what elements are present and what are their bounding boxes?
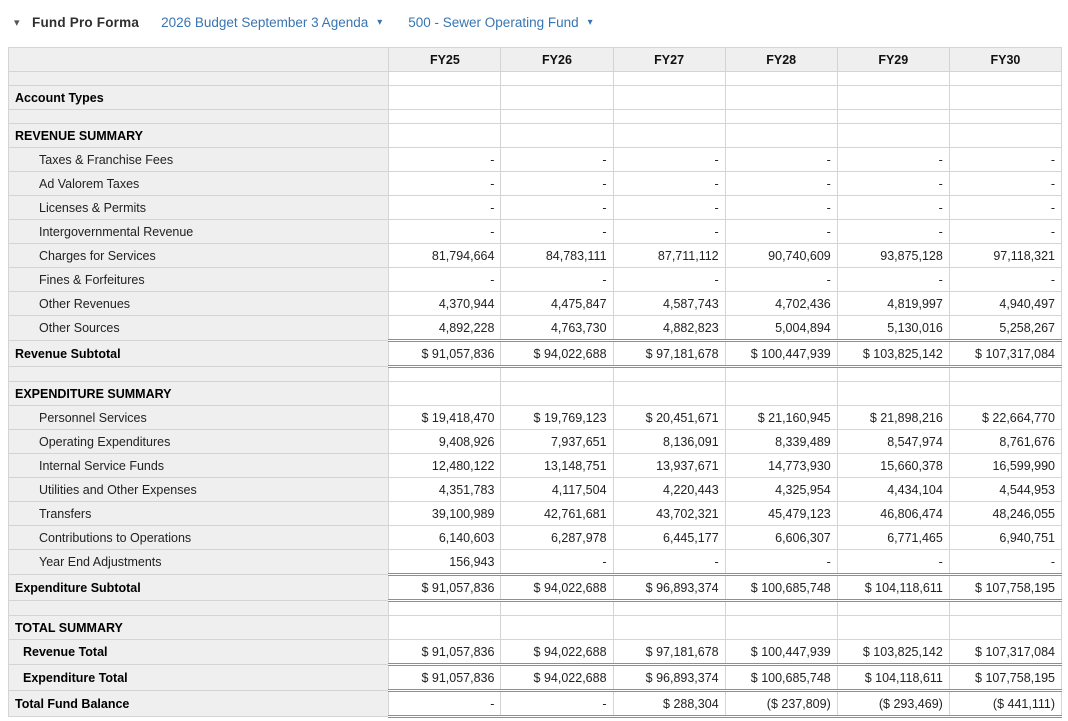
value-cell: 6,771,465 — [837, 526, 949, 550]
chevron-down-icon: ▾ — [377, 16, 383, 28]
value-cell: - — [389, 691, 501, 717]
value-cell — [613, 601, 725, 616]
row-label-cell: Account Types — [9, 86, 389, 110]
value-cell — [949, 616, 1061, 640]
row-label-cell: Total Fund Balance — [9, 691, 389, 717]
value-cell: $ 94,022,688 — [501, 640, 613, 665]
value-cell — [501, 382, 613, 406]
row-label-cell — [9, 601, 389, 616]
value-cell — [949, 72, 1061, 86]
column-header-fy28: FY28 — [725, 48, 837, 72]
value-cell — [501, 616, 613, 640]
value-cell: 4,434,104 — [837, 478, 949, 502]
row-label-cell: Fines & Forfeitures — [9, 268, 389, 292]
value-cell: - — [837, 268, 949, 292]
value-cell: $ 91,057,836 — [389, 341, 501, 367]
value-cell — [389, 72, 501, 86]
row-label-cell: EXPENDITURE SUMMARY — [9, 382, 389, 406]
value-cell: - — [501, 550, 613, 575]
value-cell: - — [501, 268, 613, 292]
value-cell: 4,544,953 — [949, 478, 1061, 502]
table-row — [9, 406, 1062, 430]
corner-header-cell — [9, 48, 389, 72]
table-row — [9, 196, 1062, 220]
value-cell: - — [501, 148, 613, 172]
value-cell: 81,794,664 — [389, 244, 501, 268]
table-row — [9, 172, 1062, 196]
table-row — [9, 640, 1062, 665]
value-cell — [837, 72, 949, 86]
row-label-cell: Personnel Services — [9, 406, 389, 430]
value-cell: - — [613, 220, 725, 244]
row-label-cell: Year End Adjustments — [9, 550, 389, 575]
value-cell — [725, 72, 837, 86]
value-cell — [501, 110, 613, 124]
row-label-cell: Other Revenues — [9, 292, 389, 316]
column-header-fy27: FY27 — [613, 48, 725, 72]
value-cell — [725, 616, 837, 640]
fund-dropdown[interactable] — [408, 15, 592, 30]
value-cell: 4,702,436 — [725, 292, 837, 316]
row-label-cell: Utilities and Other Expenses — [9, 478, 389, 502]
value-cell — [725, 601, 837, 616]
value-cell: 6,140,603 — [389, 526, 501, 550]
value-cell — [725, 86, 837, 110]
value-cell — [613, 86, 725, 110]
value-cell — [725, 110, 837, 124]
value-cell — [389, 601, 501, 616]
value-cell: 12,480,122 — [389, 454, 501, 478]
value-cell: - — [837, 148, 949, 172]
value-cell: - — [949, 220, 1061, 244]
table-row — [9, 110, 1062, 124]
value-cell: - — [389, 220, 501, 244]
value-cell: $ 91,057,836 — [389, 640, 501, 665]
value-cell: 6,940,751 — [949, 526, 1061, 550]
budget-dropdown[interactable] — [161, 15, 382, 30]
row-label-cell: TOTAL SUMMARY — [9, 616, 389, 640]
value-cell — [725, 124, 837, 148]
value-cell: - — [725, 148, 837, 172]
value-cell: 5,004,894 — [725, 316, 837, 341]
value-cell: 5,130,016 — [837, 316, 949, 341]
page-title: Fund Pro Forma — [32, 14, 140, 30]
value-cell: $ 94,022,688 — [501, 341, 613, 367]
value-cell: 4,882,823 — [613, 316, 725, 341]
value-cell: 4,763,730 — [501, 316, 613, 341]
value-cell — [837, 124, 949, 148]
value-cell — [837, 86, 949, 110]
value-cell: ($ 293,469) — [837, 691, 949, 717]
table-row — [9, 316, 1062, 341]
row-label-cell: Licenses & Permits — [9, 196, 389, 220]
value-cell: 4,325,954 — [725, 478, 837, 502]
value-cell: - — [837, 172, 949, 196]
table-body — [9, 72, 1062, 717]
value-cell — [613, 616, 725, 640]
table-row — [9, 454, 1062, 478]
table-row — [9, 601, 1062, 616]
value-cell: 4,370,944 — [389, 292, 501, 316]
table-row — [9, 616, 1062, 640]
value-cell: - — [725, 172, 837, 196]
value-cell: 84,783,111 — [501, 244, 613, 268]
value-cell: $ 97,181,678 — [613, 640, 725, 665]
table-row — [9, 268, 1062, 292]
value-cell: 42,761,681 — [501, 502, 613, 526]
value-cell: 13,148,751 — [501, 454, 613, 478]
value-cell — [949, 86, 1061, 110]
value-cell: $ 107,758,195 — [949, 665, 1061, 691]
value-cell: $ 19,418,470 — [389, 406, 501, 430]
row-label-cell: Contributions to Operations — [9, 526, 389, 550]
value-cell: $ 97,181,678 — [613, 341, 725, 367]
value-cell: 14,773,930 — [725, 454, 837, 478]
row-label-cell: Internal Service Funds — [9, 454, 389, 478]
value-cell: - — [501, 691, 613, 717]
value-cell: 9,408,926 — [389, 430, 501, 454]
table-row — [9, 665, 1062, 691]
table-row — [9, 124, 1062, 148]
value-cell: - — [501, 172, 613, 196]
row-label-cell: Transfers — [9, 502, 389, 526]
value-cell — [725, 382, 837, 406]
value-cell — [949, 367, 1061, 382]
value-cell: ($ 237,809) — [725, 691, 837, 717]
row-label-cell — [9, 72, 389, 86]
value-cell: 4,940,497 — [949, 292, 1061, 316]
value-cell: $ 100,447,939 — [725, 341, 837, 367]
value-cell: $ 104,118,611 — [837, 575, 949, 601]
value-cell: $ 107,758,195 — [949, 575, 1061, 601]
value-cell: 6,445,177 — [613, 526, 725, 550]
value-cell: $ 94,022,688 — [501, 665, 613, 691]
value-cell: $ 288,304 — [613, 691, 725, 717]
value-cell: 4,117,504 — [501, 478, 613, 502]
row-label-cell: REVENUE SUMMARY — [9, 124, 389, 148]
value-cell: 8,136,091 — [613, 430, 725, 454]
row-label-cell — [9, 110, 389, 124]
value-cell: 4,220,443 — [613, 478, 725, 502]
row-label-cell: Intergovernmental Revenue — [9, 220, 389, 244]
value-cell: - — [501, 220, 613, 244]
table-row — [9, 292, 1062, 316]
value-cell: 8,761,676 — [949, 430, 1061, 454]
value-cell — [613, 367, 725, 382]
toolbar — [0, 0, 1068, 40]
value-cell: 16,599,990 — [949, 454, 1061, 478]
value-cell — [613, 124, 725, 148]
value-cell: $ 104,118,611 — [837, 665, 949, 691]
value-cell: $ 107,317,084 — [949, 640, 1061, 665]
value-cell: $ 100,447,939 — [725, 640, 837, 665]
value-cell: $ 19,769,123 — [501, 406, 613, 430]
value-cell: 8,547,974 — [837, 430, 949, 454]
row-label-cell: Expenditure Total — [9, 665, 389, 691]
value-cell: - — [949, 196, 1061, 220]
value-cell — [501, 86, 613, 110]
value-cell: $ 94,022,688 — [501, 575, 613, 601]
value-cell: 4,475,847 — [501, 292, 613, 316]
value-cell: - — [613, 172, 725, 196]
value-cell: 8,339,489 — [725, 430, 837, 454]
value-cell — [725, 367, 837, 382]
column-header-fy26: FY26 — [501, 48, 613, 72]
value-cell: 4,351,783 — [389, 478, 501, 502]
row-label-cell: Charges for Services — [9, 244, 389, 268]
value-cell — [837, 382, 949, 406]
row-label-cell: Expenditure Subtotal — [9, 575, 389, 601]
row-label-cell: Revenue Subtotal — [9, 341, 389, 367]
table-row — [9, 341, 1062, 367]
value-cell: $ 100,685,748 — [725, 665, 837, 691]
table-row — [9, 220, 1062, 244]
value-cell: - — [725, 268, 837, 292]
value-cell: - — [613, 550, 725, 575]
value-cell — [389, 86, 501, 110]
value-cell: - — [613, 148, 725, 172]
table-row — [9, 575, 1062, 601]
value-cell: 48,246,055 — [949, 502, 1061, 526]
value-cell: $ 21,898,216 — [837, 406, 949, 430]
value-cell: 87,711,112 — [613, 244, 725, 268]
value-cell: - — [613, 196, 725, 220]
value-cell — [389, 124, 501, 148]
fund-dropdown-label: 500 - Sewer Operating Fund — [408, 14, 579, 30]
table-row — [9, 691, 1062, 717]
value-cell — [837, 601, 949, 616]
value-cell: 156,943 — [389, 550, 501, 575]
table-header-row — [9, 48, 1062, 72]
table-row — [9, 72, 1062, 86]
table-row — [9, 430, 1062, 454]
value-cell — [949, 601, 1061, 616]
table-row — [9, 478, 1062, 502]
value-cell: - — [613, 268, 725, 292]
value-cell — [949, 124, 1061, 148]
value-cell: - — [949, 268, 1061, 292]
value-cell — [501, 124, 613, 148]
collapse-icon[interactable]: ▾ — [14, 16, 20, 29]
fund-pro-forma-table — [8, 47, 1062, 718]
value-cell: 13,937,671 — [613, 454, 725, 478]
value-cell: - — [389, 148, 501, 172]
value-cell: - — [949, 172, 1061, 196]
value-cell — [389, 110, 501, 124]
value-cell — [837, 110, 949, 124]
value-cell — [389, 382, 501, 406]
value-cell — [949, 110, 1061, 124]
value-cell — [613, 72, 725, 86]
value-cell: $ 20,451,671 — [613, 406, 725, 430]
row-label-cell: Other Sources — [9, 316, 389, 341]
value-cell: 93,875,128 — [837, 244, 949, 268]
value-cell: - — [837, 220, 949, 244]
row-label-cell — [9, 367, 389, 382]
value-cell: ($ 441,111) — [949, 691, 1061, 717]
value-cell: $ 91,057,836 — [389, 665, 501, 691]
value-cell: 6,606,307 — [725, 526, 837, 550]
value-cell: $ 21,160,945 — [725, 406, 837, 430]
row-label-cell: Operating Expenditures — [9, 430, 389, 454]
value-cell — [389, 367, 501, 382]
row-label-cell: Ad Valorem Taxes — [9, 172, 389, 196]
value-cell: - — [389, 196, 501, 220]
value-cell — [837, 616, 949, 640]
value-cell: $ 91,057,836 — [389, 575, 501, 601]
value-cell: 4,587,743 — [613, 292, 725, 316]
table-row — [9, 367, 1062, 382]
table-row — [9, 502, 1062, 526]
budget-dropdown-label: 2026 Budget September 3 Agenda — [161, 14, 369, 30]
table-row — [9, 86, 1062, 110]
value-cell — [501, 601, 613, 616]
value-cell: 15,660,378 — [837, 454, 949, 478]
value-cell: $ 103,825,142 — [837, 341, 949, 367]
value-cell: 97,118,321 — [949, 244, 1061, 268]
chevron-down-icon: ▾ — [587, 16, 593, 28]
value-cell: 6,287,978 — [501, 526, 613, 550]
table-row — [9, 526, 1062, 550]
table-row — [9, 550, 1062, 575]
column-header-fy30: FY30 — [949, 48, 1061, 72]
value-cell — [613, 110, 725, 124]
value-cell: - — [389, 268, 501, 292]
value-cell: - — [725, 550, 837, 575]
table-row — [9, 148, 1062, 172]
value-cell: 46,806,474 — [837, 502, 949, 526]
row-label-cell: Taxes & Franchise Fees — [9, 148, 389, 172]
value-cell: 90,740,609 — [725, 244, 837, 268]
value-cell — [949, 382, 1061, 406]
value-cell — [501, 367, 613, 382]
value-cell — [389, 616, 501, 640]
value-cell: - — [949, 550, 1061, 575]
value-cell: 5,258,267 — [949, 316, 1061, 341]
row-label-cell: Revenue Total — [9, 640, 389, 665]
value-cell: - — [949, 148, 1061, 172]
value-cell: $ 22,664,770 — [949, 406, 1061, 430]
value-cell: $ 100,685,748 — [725, 575, 837, 601]
value-cell: $ 96,893,374 — [613, 665, 725, 691]
value-cell: - — [837, 550, 949, 575]
table-row — [9, 244, 1062, 268]
value-cell: $ 107,317,084 — [949, 341, 1061, 367]
column-header-fy25: FY25 — [389, 48, 501, 72]
value-cell: 45,479,123 — [725, 502, 837, 526]
value-cell: 4,892,228 — [389, 316, 501, 341]
value-cell: 43,702,321 — [613, 502, 725, 526]
value-cell: $ 103,825,142 — [837, 640, 949, 665]
value-cell — [837, 367, 949, 382]
value-cell — [501, 72, 613, 86]
value-cell: - — [389, 172, 501, 196]
column-header-fy29: FY29 — [837, 48, 949, 72]
value-cell: - — [837, 196, 949, 220]
value-cell: - — [725, 196, 837, 220]
value-cell: - — [501, 196, 613, 220]
value-cell: 4,819,997 — [837, 292, 949, 316]
value-cell — [613, 382, 725, 406]
value-cell: 7,937,651 — [501, 430, 613, 454]
value-cell: 39,100,989 — [389, 502, 501, 526]
value-cell: $ 96,893,374 — [613, 575, 725, 601]
table-row — [9, 382, 1062, 406]
value-cell: - — [725, 220, 837, 244]
